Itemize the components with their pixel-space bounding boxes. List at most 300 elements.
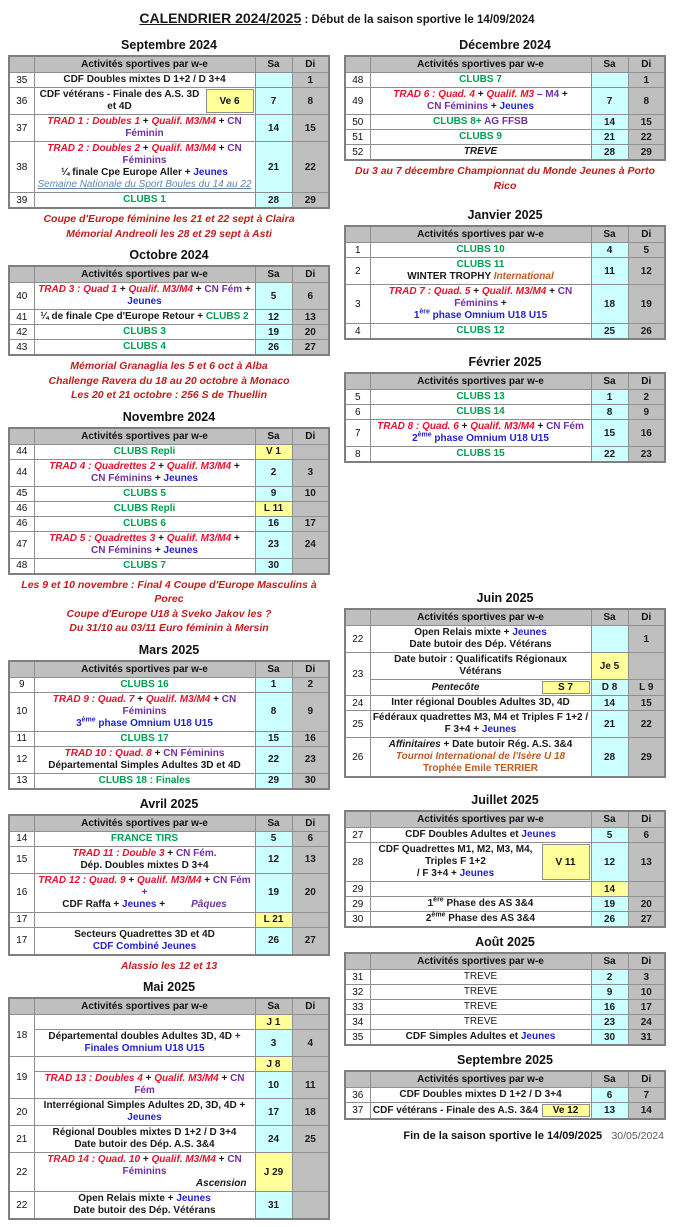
activity-text-segment: / F 3+4 + (416, 868, 460, 879)
activity-line (37, 311, 253, 323)
header-row (345, 1071, 665, 1088)
activity-text-segment: CDF vétérans - Finale des A.S. 3D et 4D (39, 89, 200, 112)
sunday-cell: 2 (292, 677, 329, 692)
activity-text-segment: CLUBS 1 (123, 194, 166, 205)
sunday-cell: 1 (292, 73, 329, 88)
sunday-cell: 6 (628, 828, 665, 843)
activity-cell (370, 828, 591, 843)
activity-text-segment: CN Fém (134, 1073, 245, 1096)
activity-line (373, 1031, 589, 1043)
calendar-table (344, 372, 666, 463)
activity-text-segment: ère (419, 308, 430, 316)
activity-cell-wrap (35, 115, 255, 141)
table-head (9, 815, 329, 832)
activity-line (37, 179, 253, 191)
activity-text-segment: Qualif. M3/M4 (137, 874, 202, 886)
week-cell: 47 (9, 531, 34, 558)
activity-line (37, 860, 253, 872)
activity-cell-wrap (371, 653, 591, 679)
saturday-cell: 21 (591, 130, 628, 145)
activity-cell (370, 130, 591, 145)
saturday-cell: 1 (591, 390, 628, 405)
week-cell: 26 (345, 738, 370, 778)
activity-text-segment: Open Relais mixte + (78, 1193, 177, 1204)
week-cell: 48 (345, 73, 370, 88)
holiday-badge: V 11 (542, 844, 590, 880)
saturday-cell: J 29 (255, 1153, 292, 1192)
activity-text-segment: Secteurs Quadrettes 3D et 4D (74, 928, 215, 940)
activity-text-segment: Jeunes (127, 1112, 162, 1123)
activity-text-segment: CLUBS 4 (123, 341, 166, 352)
activity-line (373, 697, 589, 709)
activity-lines (35, 732, 255, 746)
activity-cell (34, 1072, 255, 1099)
activity-cell (370, 738, 591, 778)
month-title: Novembre 2024 (122, 409, 216, 424)
saturday-cell: 12 (255, 310, 292, 325)
week-header (9, 428, 34, 445)
activity-lines (35, 1153, 255, 1191)
activity-line (373, 763, 589, 775)
activity-cell-wrap (35, 559, 255, 573)
activity-lines (35, 1030, 255, 1056)
saturday-cell: J 8 (255, 1057, 292, 1072)
table-row (345, 1015, 665, 1030)
saturday-cell: 23 (255, 531, 292, 558)
activity-line (37, 167, 253, 179)
activity-cell (370, 882, 591, 897)
table-body (9, 283, 329, 356)
activity-text-segment: + (140, 1154, 152, 1165)
table-body (9, 444, 329, 574)
activity-lines (35, 193, 255, 207)
activity-cell (370, 912, 591, 928)
sunday-cell: 13 (292, 846, 329, 873)
page-title-separator: : (301, 14, 312, 26)
saturday-cell: 26 (255, 927, 292, 955)
activity-text-segment: Qualif. M3/M4 (128, 284, 193, 295)
week-header (345, 609, 370, 626)
activity-cell (370, 447, 591, 463)
week-cell: 36 (9, 88, 34, 115)
activity-text-segment: + (559, 89, 568, 100)
sunday-cell: 27 (292, 340, 329, 356)
week-cell: 39 (9, 193, 34, 209)
table-row (9, 325, 329, 340)
di-header: Di (628, 56, 665, 73)
di-header: Di (292, 56, 329, 73)
saturday-cell: 16 (591, 1000, 628, 1015)
activity-text-segment: CLUBS 8+ (433, 116, 482, 127)
table-head (345, 811, 665, 828)
table-row (345, 447, 665, 463)
sunday-cell: 27 (628, 912, 665, 928)
week-cell: 21 (9, 1126, 34, 1153)
saturday-cell: 14 (255, 115, 292, 142)
activity-lines (35, 310, 255, 324)
activity-line (37, 941, 253, 953)
activity-header: Activités sportives par w-e (34, 998, 255, 1015)
table-body (345, 390, 665, 463)
activity-text-segment: CLUBS Repli (113, 445, 176, 457)
di-header: Di (292, 266, 329, 283)
activity-text-segment: Départemental doubles Adultes 3D, 4D (48, 1031, 235, 1042)
table-head (345, 609, 665, 626)
activity-text-segment: TREVE (463, 1001, 498, 1012)
table-row (9, 731, 329, 746)
activity-text-segment: + (234, 1031, 241, 1042)
activity-text-segment: Qualif. M3/M4 (151, 1154, 216, 1165)
activity-cell-wrap (371, 390, 591, 404)
table-row (345, 711, 665, 738)
activity-cell-wrap (371, 130, 591, 144)
activity-cell (34, 283, 255, 310)
table-row (9, 531, 329, 558)
activity-text-segment: Qualif. M3/M4 (145, 693, 211, 705)
di-header: Di (628, 609, 665, 626)
activity-lines (35, 1192, 255, 1218)
activity-line (37, 143, 253, 167)
activity-cell-wrap (371, 145, 591, 159)
activity-text-segment: CN Fém + (141, 874, 251, 898)
activity-cell-wrap (35, 1153, 255, 1191)
activity-text-segment: 3 (76, 717, 82, 729)
activity-line (37, 446, 253, 458)
week-cell: 5 (345, 390, 370, 405)
columns-wrapper (8, 38, 666, 1227)
activity-cell (370, 243, 591, 258)
activity-text-segment: Qualif. M3/M4 (166, 460, 232, 472)
calendar-table (8, 660, 330, 790)
table-row (9, 677, 329, 692)
sunday-cell: 23 (628, 447, 665, 463)
table-row (9, 1057, 329, 1072)
saturday-cell: 2 (255, 459, 292, 486)
activity-line (37, 488, 253, 500)
sunday-cell: 29 (628, 738, 665, 778)
header-row (9, 428, 329, 445)
holiday-badge: Ve 12 (542, 1104, 590, 1117)
activity-lines (371, 843, 541, 881)
week-cell: 29 (345, 897, 370, 912)
activity-text-segment: + (125, 874, 137, 886)
sunday-cell: 10 (628, 985, 665, 1000)
table-body (345, 970, 665, 1046)
table-row (345, 285, 665, 324)
sunday-cell (292, 912, 329, 927)
header-row (9, 56, 329, 73)
saturday-cell: 5 (255, 831, 292, 846)
di-header: Di (292, 998, 329, 1015)
activity-text-segment: Qualif. M3/M4 (154, 1073, 219, 1084)
month-section (344, 208, 666, 340)
activity-text-segment: Jeunes (176, 1193, 211, 1204)
note-line: Les 9 et 10 novembre : Final 4 Coupe d'Europe Masculins à Porec (21, 578, 317, 605)
sa-header: Sa (591, 811, 628, 828)
table-head (9, 428, 329, 445)
activity-text-segment: CLUBS 9 (459, 131, 502, 142)
saturday-cell: 15 (591, 420, 628, 447)
activity-line (373, 913, 589, 925)
activity-text-segment: Jeunes (512, 627, 547, 638)
activity-cell-wrap (371, 882, 591, 896)
saturday-cell: 7 (591, 88, 628, 115)
activity-text-segment: Qualif. M3 (486, 89, 535, 100)
activity-cell (34, 1057, 255, 1072)
month-title: Septembre 2025 (457, 1053, 553, 1067)
activity-cell (370, 897, 591, 912)
activity-text-segment: CN Féminins (163, 747, 225, 759)
month-title: Mars 2025 (138, 642, 200, 657)
saturday-cell: 31 (255, 1192, 292, 1220)
activity-cell-wrap (371, 680, 591, 695)
di-header: Di (292, 661, 329, 678)
activity-line (373, 391, 589, 403)
activity-cell-wrap (371, 626, 591, 652)
activity-lines (371, 882, 591, 896)
activity-text-segment: 2 (412, 433, 418, 444)
activity-line (37, 560, 253, 572)
activity-cell (34, 912, 255, 927)
week-header (9, 815, 34, 832)
week-cell: 22 (9, 1153, 34, 1192)
activity-text-segment: Jeunes (499, 101, 534, 112)
activity-cell-wrap (371, 843, 591, 881)
saturday-cell (591, 626, 628, 653)
activity-text-segment: + (142, 1073, 155, 1084)
saturday-cell: 19 (255, 325, 292, 340)
saturday-cell: 12 (591, 843, 628, 882)
week-cell: 25 (345, 711, 370, 738)
activity-line (37, 326, 253, 338)
saturday-cell: 14 (591, 115, 628, 130)
calendar-table (344, 55, 666, 161)
activity-cell (34, 746, 255, 773)
activity-text-segment: + (215, 116, 228, 127)
table-head (345, 56, 665, 73)
table-row (345, 738, 665, 778)
activity-line (373, 751, 589, 763)
activity-text-segment: CLUBS 11 (456, 259, 505, 270)
activity-cell (370, 73, 591, 88)
activity-cell (370, 324, 591, 340)
saturday-cell: 5 (591, 828, 628, 843)
activity-cell (34, 73, 255, 88)
sunday-cell: 1 (628, 626, 665, 653)
activity-cell (370, 1000, 591, 1015)
activity-cell-wrap (371, 115, 591, 129)
sunday-cell: 26 (628, 324, 665, 340)
sa-header: Sa (591, 373, 628, 390)
activity-cell-wrap (35, 1057, 255, 1071)
activity-header: Activités sportives par w-e (370, 609, 591, 626)
sunday-cell: 19 (628, 285, 665, 324)
activity-line (373, 739, 589, 751)
header-row (345, 609, 665, 626)
month-title: Janvier 2025 (467, 208, 543, 222)
activity-cell (34, 459, 255, 486)
activity-cell (370, 985, 591, 1000)
activity-line (37, 760, 253, 772)
calendar-table (8, 814, 330, 956)
activity-cell (34, 501, 255, 516)
activity-text-segment: CLUBS 16 (120, 678, 169, 690)
table-body (345, 243, 665, 340)
activity-line (373, 868, 539, 880)
activity-line (37, 545, 253, 557)
table-row (345, 1000, 665, 1015)
activity-lines (35, 88, 205, 114)
activity-cell (34, 325, 255, 340)
activity-text-segment: + (231, 460, 240, 472)
activity-lines (371, 115, 591, 129)
week-cell: 11 (9, 731, 34, 746)
table-row (9, 773, 329, 789)
week-cell: 17 (9, 912, 34, 927)
saturday-cell: 5 (255, 283, 292, 310)
table-row (9, 927, 329, 955)
sunday-cell: 27 (292, 927, 329, 955)
table-row (345, 1103, 665, 1120)
month-section (344, 591, 666, 778)
activity-text-segment: + (155, 532, 167, 544)
sunday-cell: 10 (292, 486, 329, 501)
activity-cell (370, 680, 591, 696)
activity-text-segment: TRAD 6 : Quad. 4 (393, 89, 475, 100)
activity-cell-wrap (371, 420, 591, 446)
saturday-cell: 24 (255, 1126, 292, 1153)
activity-text-segment: CLUBS 18 : Finales (98, 774, 191, 786)
table-body (9, 1015, 329, 1220)
activity-text-segment: ème (81, 716, 96, 724)
saturday-cell: 14 (591, 882, 628, 897)
activity-line (37, 679, 253, 691)
activity-text-segment: Affinitaires (388, 739, 441, 750)
month-section (344, 935, 666, 1046)
activity-text-segment: CDF Doubles mixtes D 1+2 / D 3+4 (63, 74, 226, 85)
activity-text-segment: International (493, 271, 554, 282)
activity-text-segment: CDF vétérans - Finale des A.S. 3&4 (372, 1104, 539, 1116)
activity-text-segment: Jeunes (163, 544, 198, 556)
week-cell: 29 (345, 882, 370, 897)
activity-line (373, 89, 589, 101)
activity-text-segment: TREVE (463, 986, 498, 997)
saturday-cell: 15 (255, 731, 292, 746)
activity-cell-wrap (371, 897, 591, 911)
week-cell: 46 (9, 516, 34, 531)
activity-text-segment: CDF Combiné Jeunes (92, 940, 197, 952)
activity-cell-wrap (35, 1099, 255, 1125)
page-footer (344, 1130, 666, 1142)
note-line: Du 3 au 7 décembre Championnat du Monde Jeunes à Porto Rico (355, 165, 655, 192)
activity-text-segment: CLUBS 15 (456, 448, 505, 459)
table-row (345, 680, 665, 696)
activity-text-segment: 2 (425, 913, 432, 924)
activity-cell-wrap (35, 874, 255, 912)
month-title: Juillet 2025 (471, 793, 539, 807)
activity-text-segment: ème (431, 911, 446, 919)
activity-cell (34, 531, 255, 558)
activity-cell (370, 970, 591, 985)
activity-text-segment: TRAD 9 : Quad. 7 (52, 693, 135, 705)
activity-cell-wrap (371, 285, 591, 323)
activity-text-segment: ème (417, 431, 432, 439)
saturday-cell: 13 (591, 1103, 628, 1120)
activity-lines (371, 324, 591, 338)
week-cell: 35 (9, 73, 34, 88)
activity-cell (370, 390, 591, 405)
activity-cell-wrap (35, 693, 255, 731)
saturday-cell: 21 (591, 711, 628, 738)
activity-header: Activités sportives par w-e (34, 428, 255, 445)
sunday-cell: 1 (628, 73, 665, 88)
activity-line (373, 271, 589, 283)
week-cell: 37 (345, 1103, 370, 1120)
week-cell: 46 (9, 501, 34, 516)
activity-text-segment: CLUBS 13 (456, 391, 505, 402)
activity-cell-wrap (371, 447, 591, 461)
activity-text-segment: TRAD 8 : Quad. 6 (377, 421, 459, 432)
note-line: Du 31/10 au 03/11 Euro féminin à Mersin (69, 622, 269, 634)
table-row (9, 193, 329, 209)
sunday-cell: 8 (628, 88, 665, 115)
sa-header: Sa (255, 266, 292, 283)
saturday-cell: 17 (255, 1099, 292, 1126)
activity-lines (35, 502, 255, 516)
activity-lines (371, 1030, 591, 1044)
month-title: Avril 2025 (139, 796, 199, 811)
sunday-cell: 7 (628, 1088, 665, 1103)
holiday-badge: Ve 6 (206, 89, 254, 113)
activity-cell-wrap (35, 445, 255, 459)
activity-cell (370, 1030, 591, 1046)
saturday-cell: 1 (255, 677, 292, 692)
saturday-cell: 16 (255, 516, 292, 531)
calendar-table (344, 810, 666, 928)
sunday-cell: 11 (292, 1072, 329, 1099)
activity-text-segment: Tournoi International de l'Isère U 18 (395, 751, 566, 762)
table-body (9, 677, 329, 789)
week-cell: 20 (9, 1099, 34, 1126)
sunday-cell (292, 444, 329, 459)
activity-text-segment: + (534, 421, 547, 432)
week-cell: 13 (9, 773, 34, 789)
saturday-cell: D 8 (591, 680, 628, 696)
activity-cell-wrap (371, 696, 591, 710)
di-header: Di (628, 373, 665, 390)
activity-lines (35, 678, 255, 692)
activity-cell-wrap (35, 774, 255, 788)
activity-text-segment: TREVE (463, 971, 498, 982)
activity-line (37, 89, 203, 113)
activity-cell-wrap (371, 1030, 591, 1044)
activity-lines (371, 696, 591, 710)
table-row (9, 340, 329, 356)
table-row (9, 1015, 329, 1030)
activity-line (37, 74, 253, 86)
activity-lines (35, 1057, 255, 1071)
sunday-cell (292, 1192, 329, 1220)
activity-cell-wrap (35, 517, 255, 531)
table-row (9, 846, 329, 873)
week-cell: 1 (345, 243, 370, 258)
holiday-badge: S 7 (542, 681, 590, 694)
month-notes (8, 212, 330, 241)
saturday-cell: 12 (255, 846, 292, 873)
activity-line (373, 310, 589, 322)
week-cell: 9 (9, 677, 34, 692)
saturday-cell: 30 (255, 558, 292, 574)
